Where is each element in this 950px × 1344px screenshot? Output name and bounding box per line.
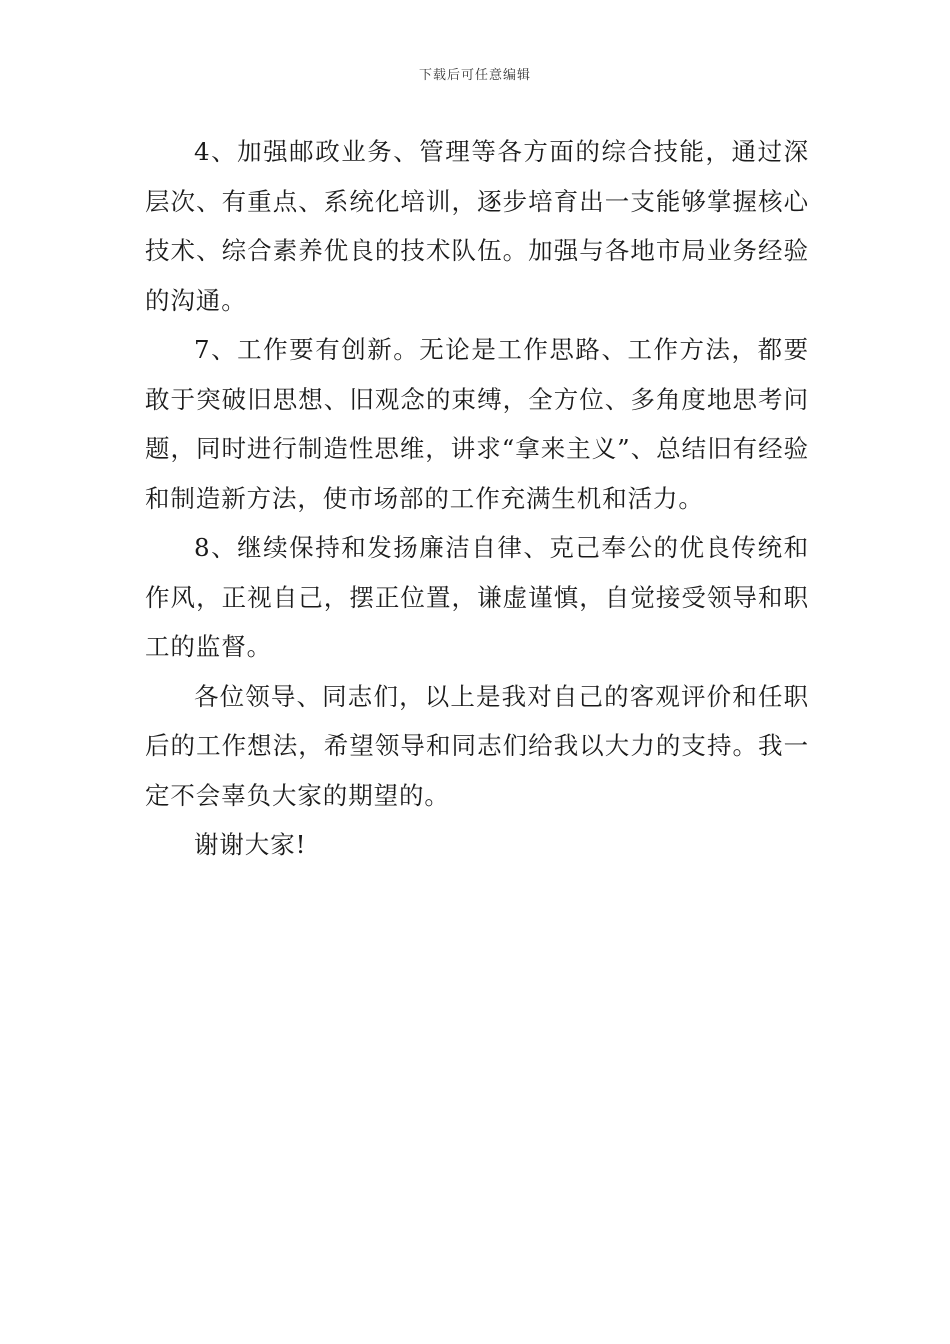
paragraph-item-4: 4、加强邮政业务、管理等各方面的综合技能，通过深层次、有重点、系统化培训，逐步培育出一支能够掌握核心技术、综合素养优良的技术队伍。加强与各地市局业务经验的沟通。	[145, 137, 809, 315]
paragraph-item-8: 8、继续保持和发扬廉洁自律、克己奉公的优良传统和作风，正视自己，摆正位置，谦虚谨慎，自觉接受领导和职工的监督。	[145, 533, 809, 661]
paragraph-closing: 各位领导、同志们，以上是我对自己的客观评价和任职后的工作想法，希望领导和同志们给我以大力的支持。我一定不会辜负大家的期望的。	[145, 681, 809, 810]
paragraph-thanks: 谢谢大家!	[194, 830, 307, 859]
header-note: 下载后可任意编辑	[418, 68, 531, 83]
document-body	[145, 127, 809, 870]
paragraph-item-7: 7、工作要有创新。无论是工作思路、工作方法，都要敢于突破旧思想、旧观念的束缚，全方位、多角度地思考问题，同时进行制造性思维，讲求“拿来主义”、总结旧有经验和制造新方法，使市场部的工作充满生机和活力。	[145, 335, 809, 513]
